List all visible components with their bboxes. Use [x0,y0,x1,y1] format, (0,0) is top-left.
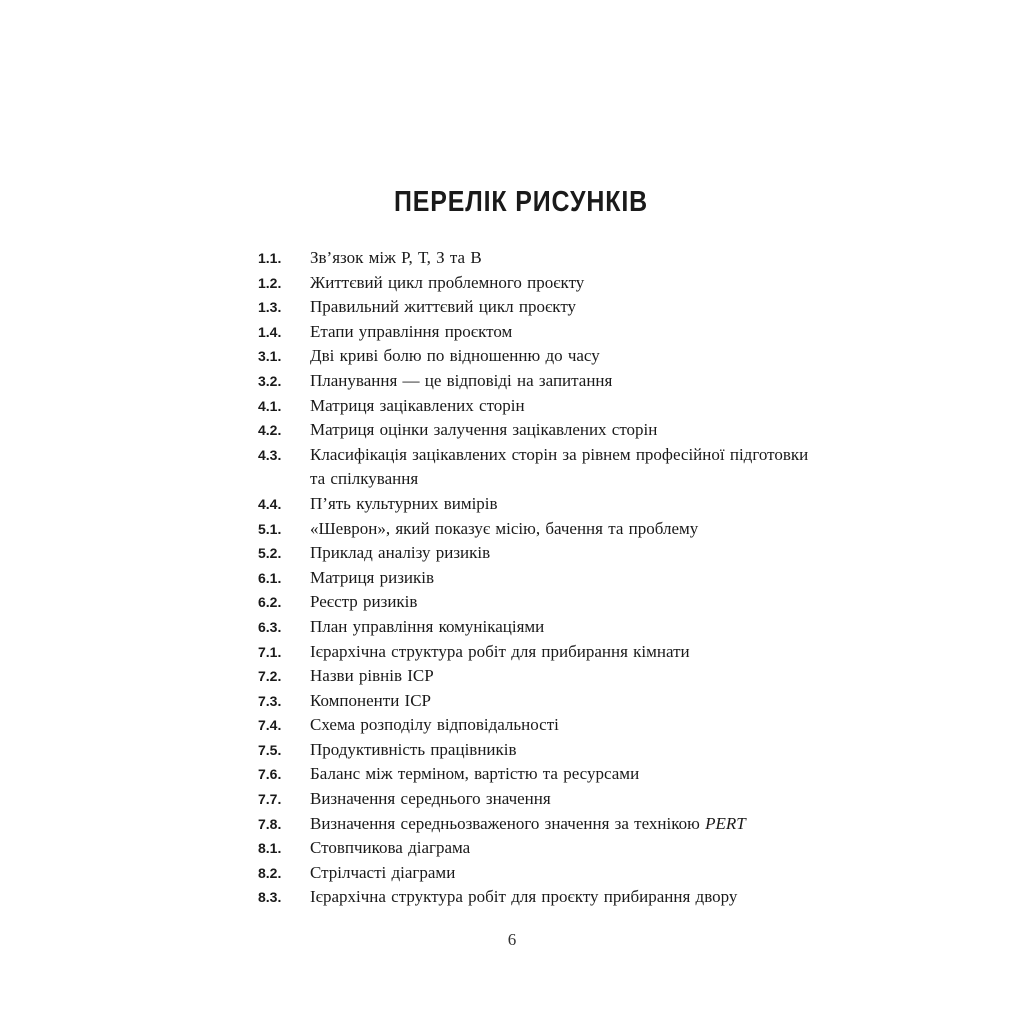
list-item [258,762,818,787]
list-item [258,861,818,886]
figure-number: 1.4. [258,323,282,340]
page-title: ПЕРЕЛІК РИСУНКІВ [393,186,649,218]
figure-caption [310,812,818,837]
figure-caption: Матриця ризиків [310,567,435,587]
list-item [258,246,818,271]
figure-caption: Стрілчасті діаграми [310,862,456,882]
figure-number: 4.2. [258,422,282,439]
figure-number: 7.3. [258,692,282,709]
figure-number: 5.1. [258,520,282,537]
figure-number: 3.2. [258,372,282,389]
list-item [258,615,818,640]
figure-caption: Стовпчикова діаграма [310,838,471,858]
figure-caption: Планування — це відповіді на запитання [310,370,613,390]
list-item [258,369,818,394]
figure-number: 1.1. [258,250,282,266]
figure-caption: Реєстр ризиків [310,592,418,612]
list-item [258,394,818,419]
figure-number: 7.6. [258,766,282,783]
figure-number: 6.2. [258,594,282,611]
list-item [258,812,818,837]
figure-caption-italic: PERT [705,813,746,833]
figure-caption: Компоненти ІСР [310,690,431,710]
figure-number: 7.7. [258,791,282,808]
figure-caption: «Шеврон», який показує місію, бачення та проблему [310,518,699,538]
figure-number: 1.2. [258,274,282,291]
list-item [258,689,818,714]
list-item [258,541,818,566]
figure-number: 7.1. [258,643,282,660]
figure-number: 3.1. [258,348,282,365]
figure-caption: Класифікація зацікавлених сторін за рівнем професійної підготовки та спілкування [310,444,809,489]
list-item [258,271,818,296]
figure-caption: Матриця зацікавлених сторін [310,395,525,415]
figure-caption: Дві криві болю по відношенню до часу [310,346,600,366]
figure-number: 7.2. [258,668,282,685]
figure-caption: План управління комунікаціями [310,616,545,636]
figure-number: 6.3. [258,618,282,635]
list-item [258,738,818,763]
list-item [258,320,818,345]
list-item [258,640,818,665]
list-item [258,664,818,689]
list-item [258,713,818,738]
figure-caption: Назви рівнів ІСР [310,666,434,686]
list-item [258,836,818,861]
list-item [258,885,818,910]
list-item [258,443,818,492]
list-item [258,566,818,591]
figure-caption: Приклад аналізу ризиків [310,543,491,563]
figure-number: 1.3. [258,299,282,316]
list-item [258,418,818,443]
figure-caption: П’ять культурних вимірів [310,493,498,513]
figure-caption: Продуктивність працівників [310,739,517,759]
figure-caption: Баланс між терміном, вартістю та ресурсами [310,764,640,784]
list-item [258,787,818,812]
figure-caption: Схема розподілу відповідальності [310,715,559,735]
figure-caption-main: Визначення середньозваженого значення за технікою [310,813,700,833]
figure-number: 7.4. [258,717,282,734]
figure-caption: Зв’язок між Р, Т, З та В [310,248,482,267]
list-item [258,590,818,615]
figure-number: 7.5. [258,741,282,758]
figure-caption: Визначення середнього значення [310,789,551,809]
figure-number: 8.1. [258,840,282,857]
figure-caption: Ієрархічна структура робіт для прибирання кімнати [310,641,690,661]
figure-number: 4.4. [258,495,282,512]
list-item [258,295,818,320]
figure-number: 5.2. [258,545,282,562]
figure-number: 4.1. [258,397,282,414]
figure-caption: Життєвий цикл проблемного проєкту [310,272,585,292]
page-number: 6 [507,930,517,949]
list-item [258,517,818,542]
figure-caption: Ієрархічна структура робіт для проєкту прибирання двору [310,887,738,907]
figure-caption: Правильний життєвий цикл проєкту [310,297,577,317]
figure-number: 6.1. [258,569,282,586]
figure-number: 8.3. [258,889,282,906]
list-item [258,344,818,369]
list-item [258,492,818,517]
figure-number: 7.8. [258,815,282,832]
figure-number: 8.2. [258,864,282,881]
figure-caption: Етапи управління проєктом [310,321,513,341]
figure-list [258,246,818,910]
figure-number: 4.3. [258,446,282,463]
figure-caption: Матриця оцінки залучення зацікавлених сторін [310,420,658,440]
